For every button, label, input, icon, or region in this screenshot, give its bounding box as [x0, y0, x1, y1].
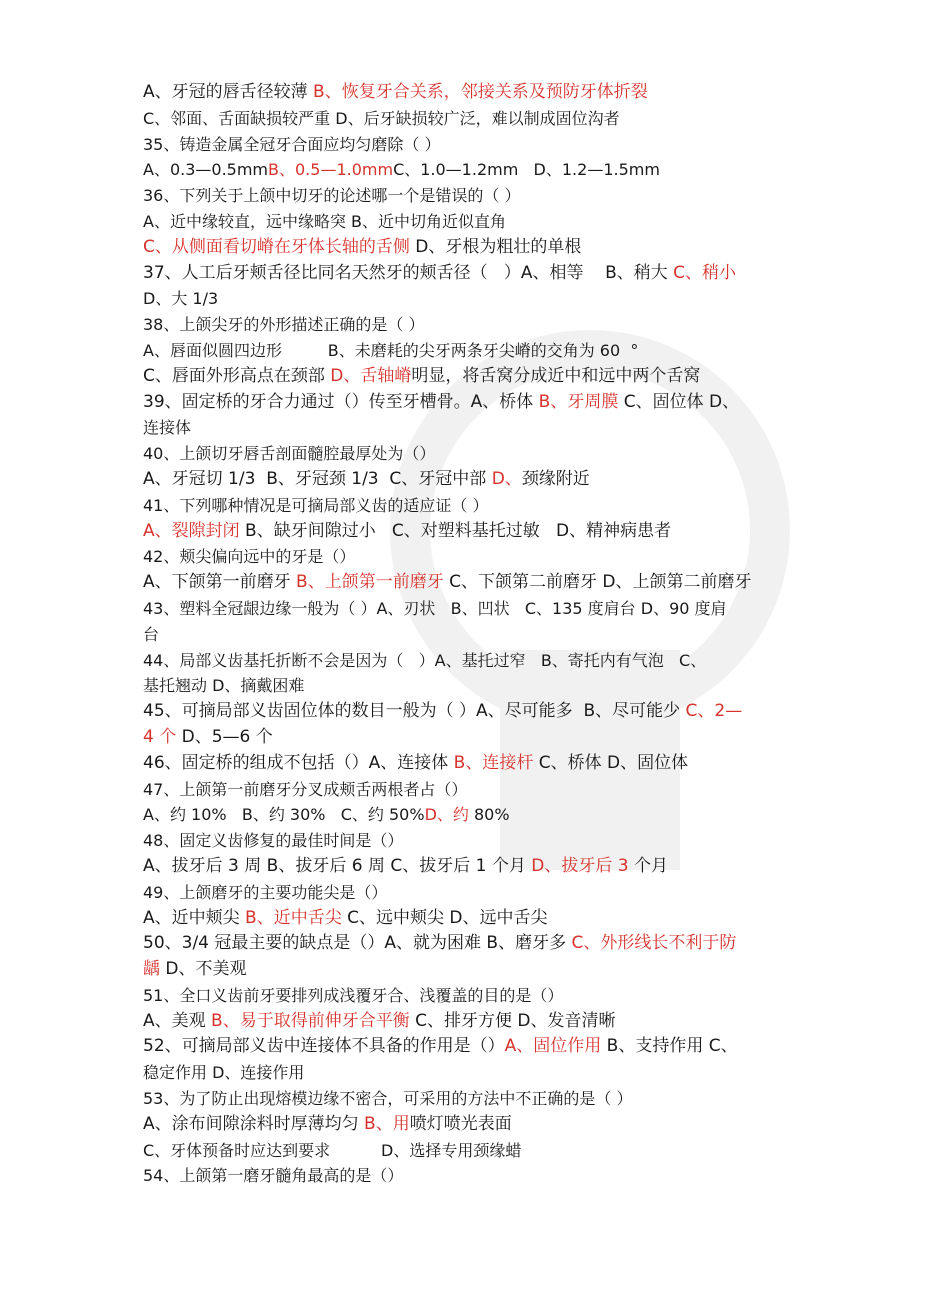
- line-text: 46、固定桥的组成不包括（）A、连接体: [143, 752, 454, 773]
- text-line: [143, 312, 813, 338]
- line-text: 40、上颌切牙唇舌剖面髓腔最厚处为（）: [143, 444, 436, 464]
- document-body: [143, 80, 813, 1189]
- line-text: 39、固定桥的牙合力通过（）传至牙槽骨。A、桥体: [143, 391, 539, 412]
- answer-highlight: D、约: [424, 805, 469, 825]
- text-line: [143, 1060, 813, 1086]
- line-text: 明显，将舌窝分成近中和远中两个舌窝: [411, 365, 701, 386]
- answer-highlight: B、易于取得前伸牙合平衡: [211, 1010, 410, 1031]
- text-line: [143, 209, 813, 235]
- line-text: C、固位体 D、: [618, 391, 740, 412]
- answer-highlight: A、固位作用: [504, 1036, 602, 1057]
- line-text: C、下颌第二前磨牙 D、上颌第二前磨牙: [443, 572, 752, 593]
- answer-highlight: D、: [491, 468, 522, 489]
- line-text: 35、铸造金属全冠牙合面应均匀磨除（ ）: [143, 134, 441, 154]
- text-line: [143, 777, 813, 803]
- text-line: [143, 699, 813, 725]
- answer-highlight: C、2—: [685, 701, 743, 722]
- line-text: B、支持作用 C、: [601, 1036, 738, 1057]
- text-line: [143, 1086, 813, 1112]
- line-text: 80%: [468, 805, 510, 825]
- text-line: [143, 364, 813, 390]
- text-line: [143, 1034, 813, 1060]
- text-line: [143, 441, 813, 467]
- line-text: D、不美观: [160, 959, 247, 980]
- line-text: 54、上颌第一磨牙髓角最高的是（）: [143, 1166, 404, 1186]
- line-text: 52、可摘局部义齿中连接体不具备的作用是（）: [143, 1036, 505, 1057]
- line-text: A、近中缘较直，远中缘略突 B、近中切角近似直角: [143, 211, 507, 231]
- line-text: 48、固定义齿修复的最佳时间是（）: [143, 831, 404, 851]
- answer-highlight: 4 个: [143, 726, 177, 747]
- line-text: 51、全口义齿前牙要排列成浅覆牙合、浅覆盖的目的是（）: [143, 985, 564, 1005]
- line-text: A、美观: [143, 1010, 212, 1031]
- line-text: C、牙体预备时应达到要求 D、选择专用颈缘蜡: [143, 1140, 522, 1160]
- line-text: 42、颊尖偏向远中的牙是（）: [143, 547, 356, 567]
- line-text: A、牙冠切 1/3 B、牙冠颈 1/3 C、牙冠中部: [143, 468, 492, 489]
- text-line: [143, 1009, 813, 1035]
- text-line: [143, 132, 813, 158]
- line-text: 个月: [628, 855, 668, 876]
- text-line: [143, 725, 813, 751]
- line-text: 稳定作用 D、连接作用: [143, 1063, 305, 1083]
- line-text: D、5—6 个: [176, 726, 273, 747]
- line-text: 连接体: [143, 418, 192, 438]
- line-text: C、远中颊尖 D、远中舌尖: [341, 907, 548, 928]
- line-text: 49、上颌磨牙的主要功能尖是（）: [143, 882, 388, 902]
- text-line: [143, 570, 813, 596]
- line-text: B、缺牙间隙过小 C、对塑料基托过敏 D、精神病患者: [239, 520, 672, 541]
- line-text: A、约 10% B、约 30% C、约 50%: [143, 805, 425, 825]
- line-text: C、唇面外形高点在颈部: [143, 365, 331, 386]
- line-text: 台: [143, 624, 160, 644]
- line-text: 36、下列关于上颌中切牙的论述哪一个是错误的（ ）: [143, 186, 521, 206]
- text-line: [143, 673, 813, 699]
- line-text: C、桥体 D、固位体: [533, 752, 689, 773]
- text-line: [143, 390, 813, 416]
- text-line: [143, 183, 813, 209]
- line-text: 喷灯喷光表面: [409, 1113, 512, 1134]
- text-line: [143, 1163, 813, 1189]
- line-text: C、排牙方便 D、发音清晰: [409, 1010, 616, 1031]
- answer-highlight: A、裂隙封闭: [143, 520, 240, 541]
- answer-highlight: D、拔牙后 3: [531, 855, 629, 876]
- answer-highlight: B、0.5—1.0mm: [268, 160, 394, 180]
- line-text: A、下颌第一前磨牙: [143, 572, 297, 593]
- answer-highlight: 龋: [143, 959, 160, 980]
- text-line: [143, 931, 813, 957]
- text-line: [143, 880, 813, 906]
- text-line: [143, 854, 813, 880]
- answer-highlight: B、上颌第一前磨牙: [296, 572, 444, 593]
- answer-highlight: C、从侧面看切嵴在牙体长轴的舌侧: [143, 236, 410, 257]
- line-text: A、0.3—0.5mm: [143, 160, 269, 180]
- text-line: [143, 802, 813, 828]
- text-line: [143, 519, 813, 545]
- answer-highlight: B、恢复牙合关系，邻接关系及预防牙体折裂: [313, 82, 648, 102]
- line-text: A、近中颊尖: [143, 907, 246, 928]
- line-text: 44、局部义齿基托折断不会是因为（ ）A、基托过窄 B、寄托内有气泡 C、: [143, 650, 707, 670]
- text-line: [143, 983, 813, 1009]
- line-text: 43、塑料全冠龈边缘一般为（ ）A、刃状 B、凹状 C、135 度肩台 D、90 度肩: [143, 598, 727, 618]
- line-text: D、牙根为粗壮的单根: [409, 236, 582, 257]
- line-text: A、唇面似圆四边形 B、未磨耗的尖牙两条牙尖嵴的交角为 60 °: [143, 340, 639, 360]
- text-line: [143, 261, 813, 287]
- text-line: [143, 828, 813, 854]
- answer-highlight: B、近中舌尖: [245, 907, 342, 928]
- answer-highlight: D、舌轴嵴: [330, 365, 412, 386]
- line-text: 45、可摘局部义齿固位体的数目一般为（ ）A、尽可能多 B、尽可能少: [143, 701, 686, 722]
- text-line: [143, 157, 813, 183]
- answer-highlight: C、稍小: [673, 262, 737, 283]
- line-text: 50、3/4 冠最主要的缺点是（）A、就为困难 B、磨牙多: [143, 933, 572, 954]
- line-text: 47、上颌第一前磨牙分叉成颊舌两根者占（）: [143, 779, 468, 799]
- line-text: A、涂布间隙涂料时厚薄均匀: [143, 1113, 365, 1134]
- text-line: [143, 106, 813, 132]
- line-text: 颈缘附近: [521, 468, 590, 489]
- line-text: 53、为了防止出现熔模边缘不密合，可采用的方法中不正确的是（ ）: [143, 1089, 633, 1109]
- text-line: [143, 286, 813, 312]
- text-line: [143, 415, 813, 441]
- text-line: [143, 751, 813, 777]
- text-line: [143, 906, 813, 932]
- text-line: [143, 338, 813, 364]
- line-text: 38、上颌尖牙的外形描述正确的是（ ）: [143, 315, 425, 335]
- text-line: [143, 544, 813, 570]
- line-text: 41、下列哪种情况是可摘局部义齿的适应证（ ）: [143, 495, 489, 515]
- line-text: 基托翘动 D、摘戴困难: [143, 676, 305, 696]
- text-line: [143, 493, 813, 519]
- line-text: D、大 1/3: [143, 289, 219, 309]
- text-line: [143, 622, 813, 648]
- text-line: [143, 596, 813, 622]
- line-text: A、牙冠的唇舌径较薄: [143, 82, 314, 102]
- text-line: [143, 1112, 813, 1138]
- answer-highlight: B、牙周膜: [538, 391, 619, 412]
- text-line: [143, 80, 813, 106]
- line-text: 37、人工后牙颊舌径比同名天然牙的颊舌径（ ）A、相等 B、稍大: [143, 262, 674, 283]
- line-text: A、拔牙后 3 周 B、拔牙后 6 周 C、拔牙后 1 个月: [143, 855, 532, 876]
- answer-highlight: B、用: [364, 1113, 410, 1134]
- text-line: [143, 235, 813, 261]
- text-line: [143, 957, 813, 983]
- answer-highlight: C、外形线长不利于防: [571, 933, 737, 954]
- text-line: [143, 467, 813, 493]
- answer-highlight: B、连接杆: [453, 752, 534, 773]
- line-text: C、邻面、舌面缺损较严重 D、后牙缺损较广泛，难以制成固位沟者: [143, 108, 620, 128]
- line-text: C、1.0—1.2mm D、1.2—1.5mm: [393, 160, 660, 180]
- text-line: [143, 1138, 813, 1164]
- text-line: [143, 648, 813, 674]
